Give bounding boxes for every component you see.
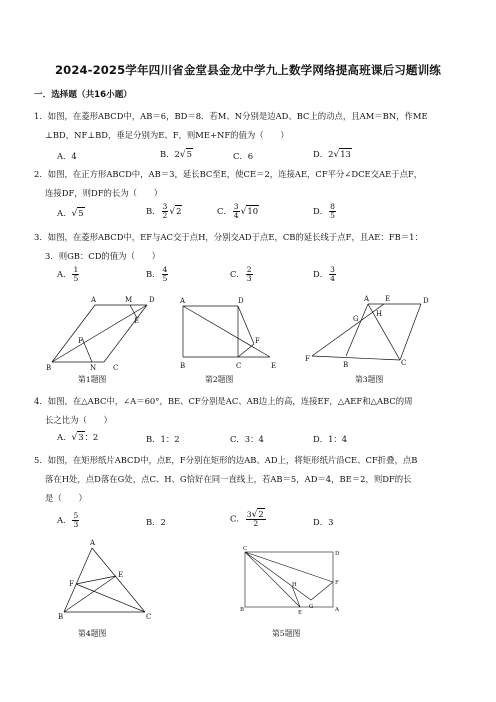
fig3-label-d: D — [423, 297, 429, 305]
q1-option-b-prefix: B． — [160, 149, 175, 159]
q4-text-line1: 4．如图，在△ABC中，∠A＝60°，BE、CF分别是AC、AB边上的高，连接EF，△AEF和△ABC的周 — [34, 396, 413, 406]
q5-option-c-prefix: C． — [230, 513, 245, 524]
fig3-label-a: A — [364, 295, 370, 303]
q5-text-line3: 是（ ） — [45, 493, 87, 503]
fraction-denominator: 5 — [73, 274, 79, 283]
fig3-label-c: C — [401, 359, 407, 367]
q1-option-b-coef: 2 — [174, 149, 180, 159]
q1-option-a[interactable]: A．4 — [57, 151, 77, 161]
q3-text-line1: 3．如图，在菱形ABCD中，EF与AC交于点H，分别交AD于点E，CB的延长线于点F，且AE：FB＝1： — [34, 232, 423, 242]
fig4-label-e: E — [118, 571, 124, 579]
q1-option-b-radicand: 5 — [186, 149, 192, 159]
q1-option-d-prefix: D． — [313, 149, 329, 159]
q3-option-c-prefix: C． — [230, 269, 245, 279]
sqrt-symbol: √5 — [71, 208, 84, 219]
q3-option-d-prefix: D． — [313, 269, 329, 279]
fig1-label-c: C — [113, 364, 119, 372]
q4-option-a-prefix: A． — [57, 432, 72, 442]
q1-option-d-radicand: 13 — [340, 149, 351, 159]
fig1-label-a: A — [91, 296, 97, 304]
q4-option-a-suffix: ：2 — [84, 432, 99, 442]
fig1-label-f: F — [78, 337, 83, 345]
fraction-numerator: 3 — [330, 265, 335, 274]
figure-5-caption: 第5题图 — [272, 629, 301, 638]
fig5-label-c: C — [243, 546, 248, 552]
sqrt-symbol: √3 — [71, 432, 84, 443]
fraction-numerator: 3 — [162, 202, 168, 211]
fraction-numerator: 1 — [73, 265, 79, 274]
fig5-label-f: F — [335, 580, 339, 586]
document-title: 2024-2025学年四川省金堂县金龙中学九上数学网络提高班课后习题训练 — [55, 63, 441, 77]
fig3-label-g: G — [353, 315, 359, 323]
fig5-label-b: B — [240, 607, 245, 613]
fraction-numerator: 8 — [330, 202, 335, 211]
q1-option-d-coef: 2 — [328, 149, 334, 159]
fig2-label-f: F — [255, 337, 260, 345]
fraction-denominator: 5 — [162, 274, 168, 283]
fraction-denominator: 5 — [330, 211, 335, 220]
fig1-label-b: B — [46, 364, 52, 372]
fraction-numerator: 4 — [162, 265, 168, 274]
q2-option-c-prefix: C． — [217, 206, 232, 216]
q2-option-b-radicand: 2 — [176, 206, 182, 216]
q2-option-a-radicand: 5 — [78, 208, 84, 218]
q5-text-line2: 落在H处，点D落在G处，点C、H、G恰好在同一直线上，若AB＝5，AD＝4，BE＝2，则DF的长 — [45, 474, 412, 484]
q2-text-line2: 连接DF，则DF的长为（ ） — [45, 188, 163, 198]
fraction-denominator: 2 — [253, 519, 259, 528]
q2-text-line1: 2．如图，在正方形ABCD中，AB＝3，延长BC至E，使CE＝2，连接AE，CF平分∠DCE交AE于点F， — [34, 169, 423, 179]
fraction-denominator: 2 — [162, 211, 168, 220]
fig2-label-a: A — [180, 297, 186, 305]
sqrt-symbol: √2 — [169, 206, 182, 217]
fig2-label-b: B — [180, 362, 186, 370]
fig5-label-e: E — [298, 610, 303, 616]
q4-option-b[interactable]: B．1：2 — [146, 434, 180, 444]
q2-option-c-radicand: 10 — [247, 206, 259, 216]
q5-text-line1: 5．如图，在矩形纸片ABCD中，点E，F分别在矩形的边AB、AD上，将矩形纸片沿CE、CF折叠，点B — [34, 455, 418, 465]
fig4-label-f: F — [69, 580, 74, 588]
fraction-denominator: 4 — [233, 211, 239, 220]
q2-option-b-prefix: B． — [146, 206, 161, 216]
q1-text-line1: 1．如图，在菱形ABCD中，AB＝6，BD＝8．若M、N分别是边AD、BC上的动点，且AM＝BN，作ME — [34, 111, 428, 121]
q5-option-a-prefix: A． — [57, 515, 72, 525]
q5-option-c-radicand: 2 — [258, 509, 264, 519]
fig1-label-m: M — [125, 296, 133, 304]
q3-option-a-prefix: A． — [57, 269, 72, 279]
fig5-label-g: G — [309, 604, 314, 610]
sqrt-symbol: √10 — [240, 206, 259, 217]
fraction-numerator: 5 — [73, 511, 79, 520]
fig1-label-d: D — [149, 296, 155, 304]
q4-option-c[interactable]: C．3：4 — [230, 434, 264, 444]
q1-option-c[interactable]: C．6 — [233, 151, 254, 161]
sqrt-symbol: √13 — [333, 149, 351, 160]
fig3-label-e: E — [385, 295, 391, 303]
fig4-label-b: B — [58, 613, 64, 621]
q2-option-d-prefix: D． — [313, 206, 329, 216]
q3-option-b-prefix: B． — [146, 269, 161, 279]
fig2-label-d: D — [238, 297, 244, 305]
sqrt-symbol: √2 — [251, 509, 264, 520]
figure-1-caption: 第1题图 — [78, 375, 107, 384]
q3-text-line2: 3．则GB：CD的值为（ ） — [45, 251, 161, 261]
q2-option-a-prefix: A． — [57, 208, 72, 218]
sqrt-symbol: √5 — [179, 149, 192, 160]
fraction-denominator: 4 — [330, 274, 335, 283]
fig2-label-c: C — [236, 362, 242, 370]
fig2-label-e: E — [271, 362, 277, 370]
fraction-denominator: 3 — [73, 520, 79, 529]
q4-option-d[interactable]: D．1：4 — [313, 434, 348, 444]
q5-option-d[interactable]: D．3 — [313, 517, 334, 527]
fig3-label-f: F — [305, 355, 310, 363]
fraction-numerator: 2 — [246, 265, 252, 274]
fraction-denominator: 3 — [246, 274, 252, 283]
fig3-label-b: B — [343, 361, 349, 369]
figure-2-caption: 第2题图 — [205, 375, 234, 384]
fig5-label-h: H — [292, 582, 297, 588]
section-heading: 一．选择题（共16小题） — [34, 90, 132, 100]
q4-text-line2: 长之比为（ ） — [45, 415, 112, 425]
fig3-label-h: H — [376, 310, 383, 318]
q5-option-c-coef: 3 — [246, 510, 252, 519]
q1-text-line2: ⊥BD，NF⊥BD，垂足分别为E、F，则ME+NF的值为（ ） — [45, 130, 289, 140]
fig4-label-c: C — [146, 613, 152, 621]
q4-option-a-radicand: 3 — [78, 432, 84, 442]
q5-option-b[interactable]: B．2 — [146, 517, 166, 527]
fig5-label-d: D — [335, 551, 340, 557]
fraction-numerator: 3 — [233, 202, 239, 211]
figure-3-caption: 第3题图 — [355, 375, 384, 384]
fig1-label-n: N — [90, 364, 97, 372]
fig4-label-a: A — [90, 539, 96, 547]
figure-4-caption: 第4题图 — [78, 629, 107, 638]
fig1-label-e: E — [134, 317, 140, 325]
fig5-label-a: A — [335, 607, 339, 613]
